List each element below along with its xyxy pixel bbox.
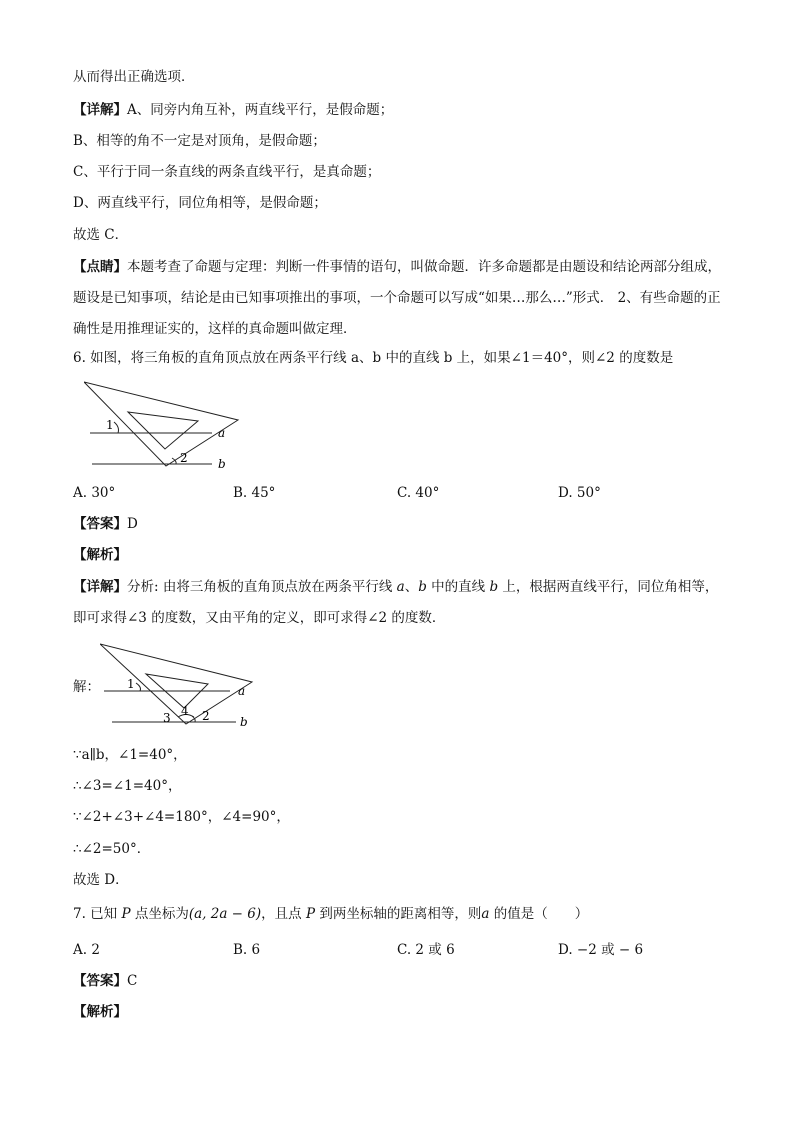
q6-analysis-line-1 (73, 577, 718, 597)
var-a: a (481, 906, 490, 922)
label-angle-1: 1 (106, 418, 114, 432)
label-angle-3: 3 (163, 711, 171, 725)
comment-label: 【点睛】 (73, 259, 127, 275)
q5-option-a-text: A、同旁内角互补，两直线平行，是假命题； (127, 102, 394, 118)
q7-option-d: D. −2 或 − 6 (558, 942, 644, 958)
q7-stem (73, 904, 588, 924)
label-line-a: a (238, 684, 246, 698)
analysis-text: 上，根据两直线平行，同位角相等， (498, 579, 719, 595)
var-p: P (305, 906, 316, 922)
q6-option-c: C. 40° (397, 485, 440, 501)
q6-choose: 故选 D． (73, 872, 129, 888)
q5-detail-line-c: C、平行于同一条直线的两条直线平行，是真命题； (73, 164, 381, 180)
q6-option-d: D. 50° (558, 485, 601, 501)
q6-figure-2 (100, 638, 260, 733)
q6-analysis-line-2: 即可求得∠3 的度数，又由平角的定义，即可求得∠2 的度数． (73, 610, 446, 626)
coordinate-expression: (a, 2a − 6) (188, 906, 262, 922)
q6-figure-1 (84, 378, 244, 473)
q6-analysis-label: 【解析】 (73, 547, 127, 563)
stem-text: 7. 已知 (73, 906, 122, 922)
var-p: P (121, 906, 131, 922)
q5-detail-line-a (73, 100, 393, 120)
q7-option-c: C. 2 或 6 (397, 942, 455, 958)
q6-solution-label: 解： (73, 679, 100, 695)
label-line-a: a (218, 426, 226, 440)
stem-text: 的值是（ ） (489, 906, 589, 922)
var-b: b (489, 579, 499, 595)
angle-1-arc (114, 422, 119, 433)
triangle-outer (100, 644, 252, 724)
answer-value: C (127, 973, 138, 989)
q6-step-3: ∵∠2+∠3+∠4=180°，∠4=90°， (73, 809, 290, 825)
detail-label: 【详解】 (73, 579, 127, 595)
q7-option-a: A. 2 (73, 942, 100, 958)
q6-option-a: A. 30° (73, 485, 116, 501)
label-angle-2: 2 (180, 451, 188, 465)
q6-step-2: ∴∠3=∠1=40°， (73, 778, 182, 794)
q7-option-b: B. 6 (233, 942, 261, 958)
stem-text: 点坐标为 (130, 906, 189, 922)
q6-step-1: ∵a∥b，∠1=40°， (73, 747, 187, 763)
q5-detail-line-b: B、相等的角不一定是对顶角，是假命题； (73, 133, 326, 149)
label-line-b: b (240, 715, 248, 729)
var-b: b (418, 579, 427, 595)
stem-text: 到两坐标轴的距离相等，则 (315, 906, 482, 922)
q6-option-b: B. 45° (233, 485, 276, 501)
q6-step-4: ∴∠2=50°． (73, 841, 151, 857)
q5-choose: 故选 C． (73, 227, 129, 243)
separator: 、 (404, 579, 419, 595)
q7-analysis-label: 【解析】 (73, 1004, 127, 1020)
angle-1-arc (136, 683, 141, 691)
q5-detail-line-d: D、两直线平行，同位角相等，是假命题； (73, 195, 327, 211)
answer-label: 【答案】 (73, 516, 127, 532)
answer-label: 【答案】 (73, 973, 127, 989)
p1-text: 从而得出正确选项． (73, 69, 195, 85)
q6-stem: 6. 如图，将三角板的直角顶点放在两条平行线 a、b 中的直线 b 上，如果∠1＝40°，则∠2 的度数是 (73, 350, 674, 366)
label-line-b: b (218, 457, 226, 471)
label-angle-2: 2 (202, 709, 210, 723)
answer-value: D (127, 516, 138, 532)
comment-text: 本题考查了命题与定理：判断一件事情的语句，叫做命题．许多命题都是由题设和结论两部分组成，题设是已知事项，结论是由已知事项推出的事项，一个命题可以写成“如果…那么…”形式． 2、有些命题的正确性是用推理证实的，这样的真命题叫做定理． (73, 259, 721, 337)
q6-answer (73, 514, 138, 534)
analysis-text: 分析: 由将三角板的直角顶点放在两条平行线 (127, 579, 397, 595)
stem-text: ，且点 (261, 906, 306, 922)
label-angle-1: 1 (127, 677, 135, 691)
label-angle-4: 4 (181, 704, 189, 718)
analysis-text: 中的直线 (426, 579, 490, 595)
q5-comment (73, 252, 723, 345)
triangle-inner (128, 412, 198, 449)
var-a: a (396, 579, 405, 595)
detail-label: 【详解】 (73, 102, 127, 118)
q7-answer (73, 971, 137, 991)
